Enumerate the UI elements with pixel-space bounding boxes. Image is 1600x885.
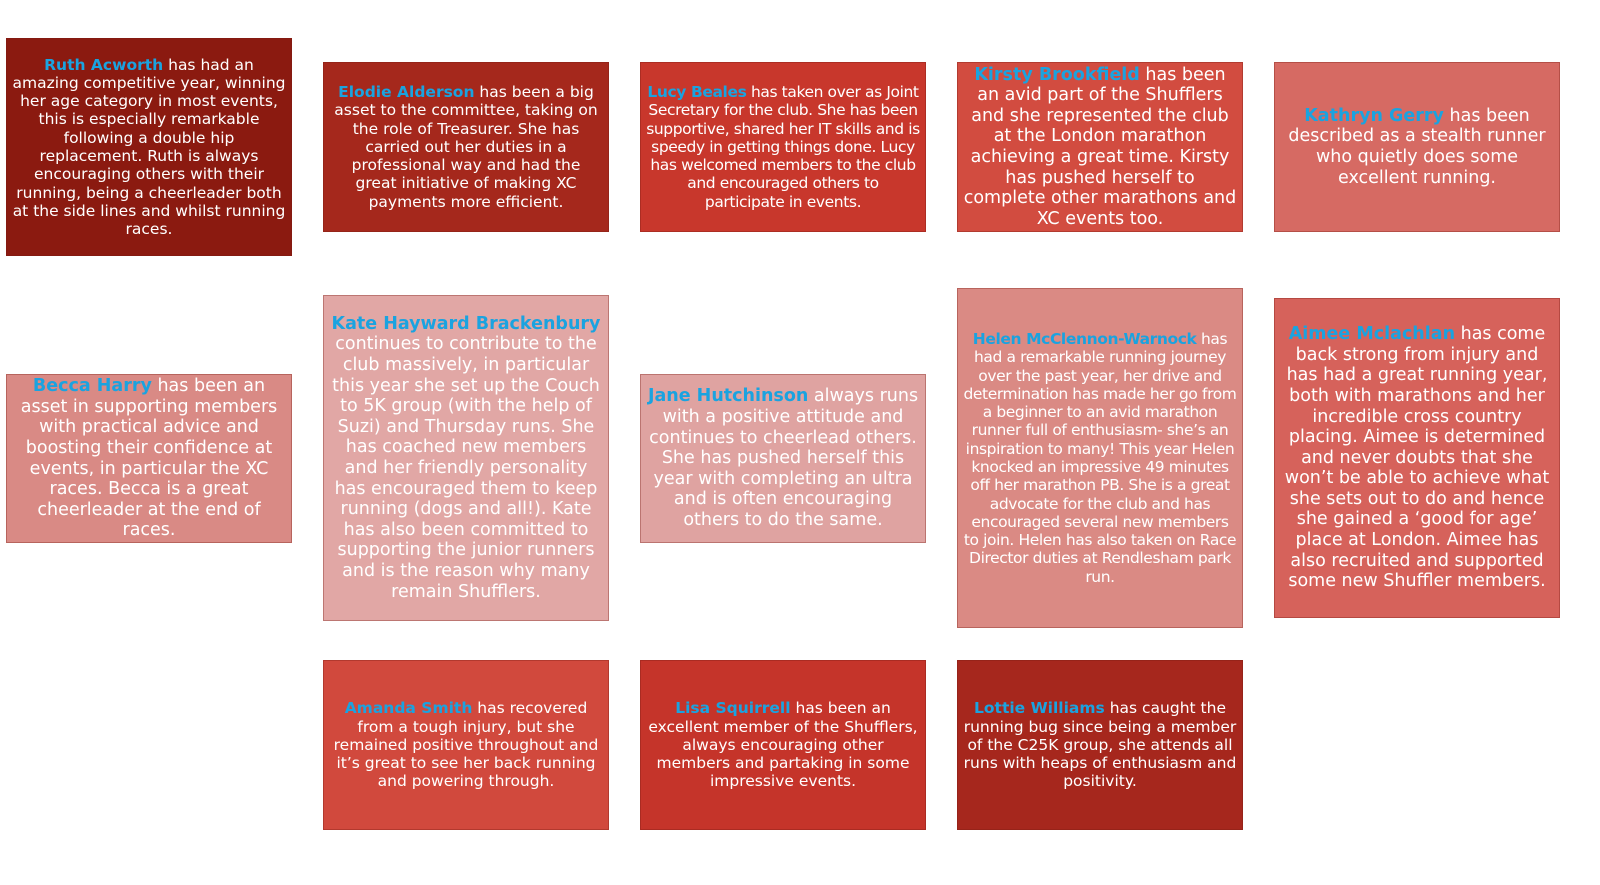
member-name: Lottie Williams [974,699,1105,718]
member-name: Kate Hayward Brackenbury [331,313,601,334]
card-amanda-smith [323,660,609,830]
card-text [329,699,603,790]
card-kate-hayward-brackenbury [323,295,609,621]
card-aimee-mclachlan [1274,298,1560,618]
card-lisa-squirrell [640,660,926,830]
member-description: has caught the running bug since being a member of the C25K group, she attends all runs with heaps of enthusiasm and positivity. [963,699,1237,791]
member-description: has recovered from a tough injury, but she remained positive throughout and it’s great to see her back running and powering through. [333,699,599,791]
card-text [1280,324,1554,592]
card-text [646,699,920,790]
member-name: Kirsty Brookfield [974,64,1140,85]
member-name: Lucy Beales [647,82,747,101]
card-text [646,386,920,530]
member-name: Helen McClennon-Warnock [972,329,1197,348]
member-description: has been an avid part of the Shufflers and she represented the club at the London marathon achieving a great time. Kirsty has pushed herself to complete other marathons and XC events too. [963,64,1237,229]
member-description: has had an amazing competitive year, winning her age category in most events, this is especially remarkable following a double hip replacement. Ruth is always encouraging others with their running, being a cheerleader both at the side lines and whilst running races. [12,55,286,239]
card-kathryn-gerry [1274,62,1560,232]
member-description: always runs with a positive attitude and continues to cheerlead others. She has pushed herself this year with completing an ultra and is often encouraging others to do the same. [649,386,919,530]
card-becca-harry [6,374,292,543]
member-description: has been described as a stealth runner who quietly does some excellent running. [1288,105,1546,188]
member-description: continues to contribute to the club massively, in particular this year she set up the Couch to 5K group (with the help of Suzi) and Thursday runs. She has coached new members and her friendly personality has encouraged them to keep running (dogs and all!). Kate has also been committed to supporting the junior runners and is the reason why many remain Shufflers. [332,334,600,602]
member-name: Aimee Mclachlan [1288,324,1456,345]
card-text [963,65,1237,230]
card-elodie-alderson [323,62,609,232]
member-description: has been an excellent member of the Shufflers, always encouraging other members and partaking in some impressive events. [648,699,918,791]
card-text [329,83,603,211]
member-description: has come back strong from injury and has had a great running year, both with marathons and her incredible cross country placing. Aimee is determined and never doubts that she won’t be able to achieve what she sets out to do and hence she gained a ‘good for age’ place at London. Aimee has also recruited and supported some new Shuffler members. [1284,324,1550,592]
card-text [963,699,1237,790]
card-jane-hutchinson [640,374,926,543]
member-name: Ruth Acworth [44,55,164,74]
card-text [329,314,603,602]
card-lucy-beales [640,62,926,232]
card-text [963,330,1237,586]
card-lottie-williams [957,660,1243,830]
member-name: Elodie Alderson [338,82,475,101]
member-name: Amanda Smith [344,699,473,718]
member-description: has been a big asset to the committee, taking on the role of Treasurer. She has carried out her duties in a professional way and had the great initiative of making XC payments more efficient. [334,82,598,211]
card-kirsty-brookfield [957,62,1243,232]
member-description: has been an asset in supporting members with practical advice and boosting their confidence at events, in particular the XC races. Becca is a great cheerleader at the end of races. [20,376,278,541]
member-description: has had a remarkable running journey over the past year, her drive and determination has made her go from a beginner to an avid marathon runner full of enthusiasm- she’s an inspiration to many! This year Helen knocked an impressive 49 minutes off her marathon PB. She is a great advocate for the club and has encouraged several new members to join. Helen has also taken on Race Director duties at Rendlesham park run. [963,329,1237,586]
card-text [12,376,286,541]
member-name: Jane Hutchinson [647,386,809,407]
member-name: Becca Harry [32,376,152,397]
member-name: Lisa Squirrell [675,699,791,718]
member-description: has taken over as Joint Secretary for the club. She has been supportive, shared her IT skills and is speedy in getting things done. Lucy has welcomed members to the club and encouraged others to participate in events. [646,82,920,211]
card-text [1280,106,1554,188]
member-name: Kathryn Gerry [1304,105,1444,126]
card-ruth-acworth [6,38,292,256]
card-helen-mcclennon-warnock [957,288,1243,628]
card-text [646,83,920,211]
card-text [12,56,286,239]
